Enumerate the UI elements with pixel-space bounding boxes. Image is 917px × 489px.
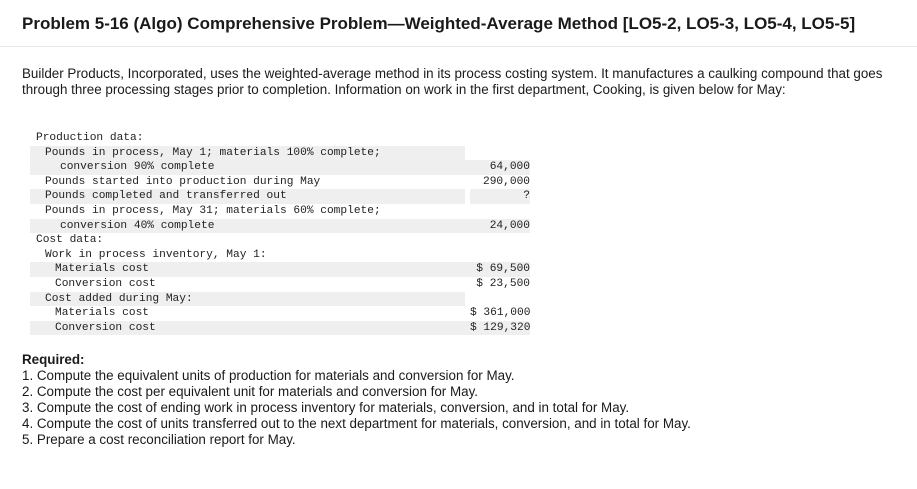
title-divider	[0, 46, 917, 47]
row-label: Conversion cost	[55, 277, 156, 290]
row-value: $ 129,320	[470, 321, 531, 334]
table-row	[30, 131, 144, 146]
table-row	[30, 146, 381, 161]
table-row	[30, 189, 530, 204]
section-header-cost: Cost data:	[36, 234, 104, 247]
row-label: Materials cost	[55, 307, 149, 320]
required-heading: Required:	[22, 352, 85, 367]
table-row	[30, 277, 530, 292]
row-label: conversion 90% complete	[30, 160, 480, 175]
row-value: 64,000	[470, 160, 530, 175]
table-row	[30, 306, 531, 321]
row-label: conversion 40% complete	[30, 219, 480, 234]
row-value: ?	[470, 189, 530, 204]
row-label: Conversion cost	[30, 321, 475, 336]
required-item: 3. Compute the cost of ending work in process inventory for materials, conversion, and in total for May.	[22, 400, 630, 415]
row-label: Pounds in process, May 1; materials 100% complete;	[30, 146, 465, 161]
required-item: 2. Compute the cost per equivalent unit for materials and conversion for May.	[22, 384, 479, 399]
table-row	[30, 292, 193, 307]
row-value: $ 361,000	[470, 307, 531, 320]
table-row	[30, 219, 530, 234]
row-label: Materials cost	[30, 262, 475, 277]
table-row	[30, 175, 530, 190]
production-cost-data-table	[30, 131, 531, 335]
row-label: Pounds in process, May 31; materials 60% complete;	[45, 204, 381, 217]
row-value: $ 69,500	[470, 262, 530, 277]
section-header-production: Production data:	[36, 132, 144, 144]
table-row	[30, 160, 530, 175]
row-label: Pounds started into production during May	[45, 175, 321, 188]
required-item: 1. Compute the equivalent units of production for materials and conversion for May.	[22, 368, 515, 383]
table-row	[30, 233, 104, 248]
row-label: Cost added during May:	[30, 292, 465, 307]
row-label: Work in process inventory, May 1:	[45, 248, 267, 261]
row-label: Pounds completed and transferred out	[30, 189, 465, 204]
table-row	[30, 204, 381, 219]
table-row	[30, 321, 531, 336]
required-item: 5. Prepare a cost reconciliation report for May.	[22, 432, 296, 447]
row-value: 24,000	[470, 219, 530, 234]
required-item: 4. Compute the cost of units transferred out to the next department for materials, conversion, and in total for May.	[22, 416, 691, 431]
problem-title: Problem 5-16 (Algo) Comprehensive Problem—Weighted-Average Method [LO5-2, LO5-3, LO5-4, LO5-5]	[22, 14, 856, 33]
row-value: 290,000	[483, 175, 530, 188]
row-value: $ 23,500	[476, 277, 530, 290]
intro-paragraph: Builder Products, Incorporated, uses the weighted-average method in its process costing system. It manufactures a caulking compound that goes through three processing stages prior to completion. Information on work in the first department, Cooking, is given below for May:	[22, 66, 883, 97]
required-section	[22, 352, 691, 448]
table-row	[30, 262, 530, 277]
table-row	[30, 248, 267, 263]
